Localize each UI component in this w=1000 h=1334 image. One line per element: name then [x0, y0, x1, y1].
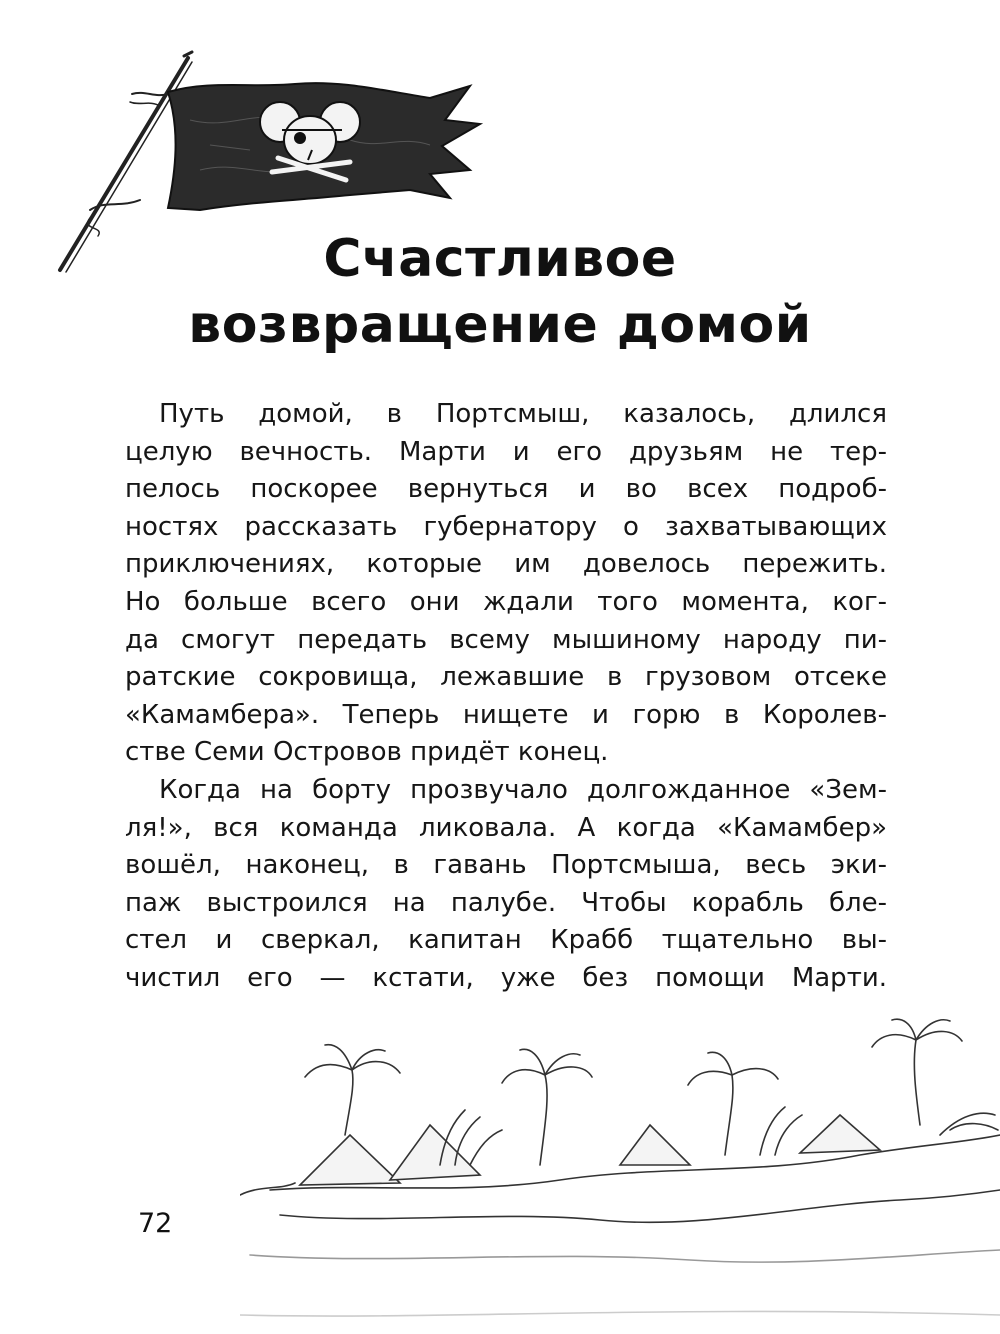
text-line: «Камамбера». Теперь нищете и горю в Королев-	[125, 699, 887, 730]
text-line: стве Семи Островов придёт конец.	[125, 737, 609, 768]
text-line: Но больше всего они ждали того момента, ког-	[125, 586, 887, 617]
text-line: Когда на борту прозвучало долгожданное «Зем-	[159, 774, 887, 805]
chapter-title-line-1: Счастливое	[323, 229, 677, 289]
text-line: ля!», вся команда ликовала. А когда «Камамбер»	[125, 812, 887, 843]
text-line: паж выстроился на палубе. Чтобы корабль бле-	[125, 887, 887, 918]
text-line: приключениях, которые им довелось пережить.	[125, 549, 887, 580]
text-line: да смогут передать всему мышиному народу пи-	[125, 624, 887, 655]
text-line: ратские сокровища, лежавшие в грузовом отсеке	[125, 662, 887, 693]
paragraph-2	[125, 772, 887, 998]
text-line: стел и сверкал, капитан Крабб тщательно вы-	[125, 925, 887, 956]
island-illustration	[240, 1015, 1000, 1334]
chapter-title-line-2: возвращение домой	[188, 295, 812, 355]
text-line: вошёл, наконец, в гавань Портсмыша, весь эки-	[125, 850, 887, 881]
chapter-body	[125, 396, 887, 998]
text-line: ностях рассказать губернатору о захватывающих	[125, 511, 887, 542]
text-line: Путь домой, в Портсмыш, казалось, длился	[159, 399, 887, 429]
paragraph-1	[125, 396, 887, 772]
page-number: 72	[138, 1208, 173, 1239]
text-line: целую вечность. Марти и его друзьям не тер-	[125, 436, 887, 467]
text-line: чистил его — кстати, уже без помощи Марти.	[125, 962, 887, 993]
text-line: пелось поскорее вернуться и во всех подроб-	[125, 474, 887, 505]
chapter-title	[180, 226, 820, 358]
